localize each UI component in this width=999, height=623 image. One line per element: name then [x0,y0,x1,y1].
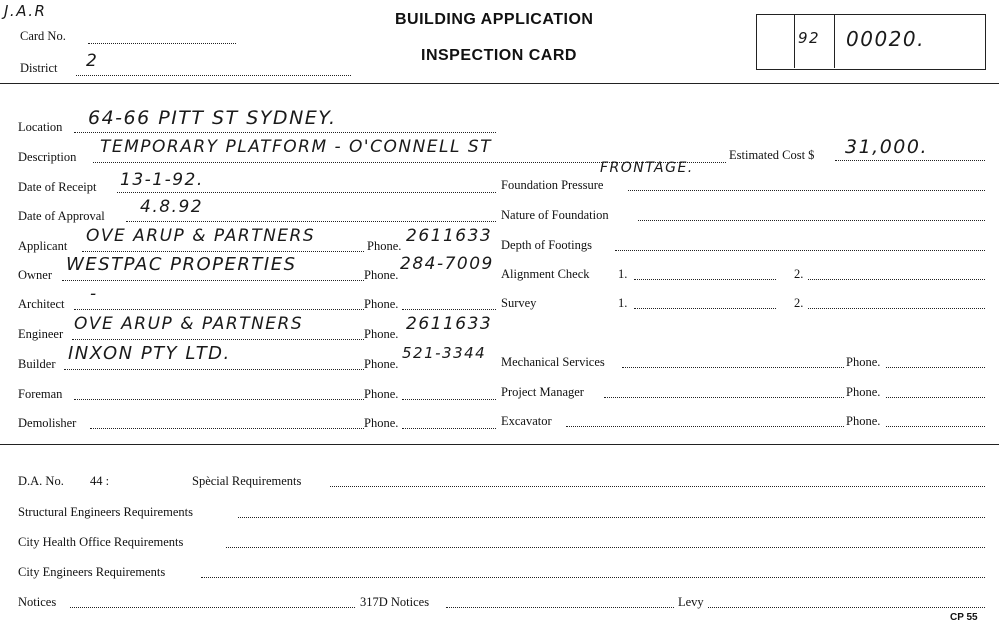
applicant-value: OVE ARUP & PARTNERS [86,226,316,246]
alignment-num-2: 2. [794,267,804,281]
depth-footings-label: Depth of Footings [501,238,592,252]
card-prefix: 92 [798,29,821,47]
project-manager-phone-label: Phone. [846,385,881,399]
middle-rule [0,444,999,445]
owner-label: Owner [18,268,53,282]
foreman-label: Foreman [18,387,63,401]
excavator-line [566,426,844,427]
applicant-label: Applicant [18,239,68,253]
demolisher-label: Demolisher [18,416,77,430]
location-label: Location [18,120,63,134]
survey-num-2: 2. [794,296,804,310]
location-line [74,132,496,133]
engineer-phone-label: Phone. [364,327,399,341]
excavator-label: Excavator [501,414,552,428]
excavator-phone-line [886,426,985,427]
mechanical-services-line [622,367,844,368]
title-line-2: INSPECTION CARD [421,47,577,64]
foundation-pressure-line [628,190,985,191]
foundation-pressure-label: Foundation Pressure [501,178,604,192]
builder-label: Builder [18,357,56,371]
engineer-value: OVE ARUP & PARTNERS [74,314,304,334]
date-approval-line [126,221,496,222]
title-line-1: BUILDING APPLICATION [395,11,594,28]
initials: J.A.R [4,2,47,20]
applicant-phone-label: Phone. [367,239,402,253]
date-approval-value: 4.8.92 [140,197,204,217]
architect-label: Architect [18,297,65,311]
structural-requirements-label: Structural Engineers Requirements [18,505,193,519]
project-manager-label: Project Manager [501,385,584,399]
foreman-phone-label: Phone. [364,387,399,401]
levy-label: Levy [678,595,704,609]
district-line [76,75,351,76]
owner-phone: 284-7009 [400,254,494,274]
architect-phone-line [402,309,496,310]
owner-phone-label: Phone. [364,268,399,282]
description-value-2: FRONTAGE. [600,160,694,176]
levy-line [708,607,985,608]
date-receipt-label: Date of Receipt [18,180,97,194]
city-engineers-requirements-line [201,577,985,578]
engineer-phone: 2611633 [406,314,493,334]
card-no-line [88,43,236,44]
project-manager-line [604,397,844,398]
engineer-label: Engineer [18,327,64,341]
city-engineers-requirements-label: City Engineers Requirements [18,565,166,579]
health-requirements-line [226,547,985,548]
health-requirements-label: City Health Office Requirements [18,535,184,549]
district-value: 2 [86,51,99,71]
alignment-line-1 [634,279,776,280]
alignment-num-1: 1. [618,267,628,281]
mechanical-phone-line [886,367,985,368]
builder-line [64,369,364,370]
survey-line-1 [634,308,776,309]
builder-phone: 521-3344 [402,344,487,362]
form-code: CP 55 [950,612,978,623]
estimated-cost-value: 31,000. [845,136,929,158]
da-no-label: D.A. No. [18,474,64,488]
architect-line [74,309,364,310]
district-label: District [20,61,58,75]
description-label: Description [18,150,77,164]
card-number: 00020. [846,27,925,51]
estimated-cost-label: Estimated Cost $ [729,148,815,162]
demolisher-phone-label: Phone. [364,416,399,430]
applicant-line [82,251,364,252]
mechanical-phone-label: Phone. [846,355,881,369]
notices-317d-line [446,607,674,608]
architect-phone-label: Phone. [364,297,399,311]
alignment-check-label: Alignment Check [501,267,590,281]
description-value: TEMPORARY PLATFORM - O'CONNELL ST [100,137,493,157]
engineer-line [72,339,364,340]
special-requirements-label: Spècial Requirements [192,474,302,488]
survey-line-2 [808,308,985,309]
survey-label: Survey [501,296,537,310]
date-receipt-line [117,192,496,193]
notices-label: Notices [18,595,57,609]
notices-line [70,607,355,608]
header-rule [0,83,999,84]
depth-footings-line [615,250,985,251]
demolisher-line [90,428,364,429]
owner-value: WESTPAC PROPERTIES [66,254,297,275]
mechanical-services-label: Mechanical Services [501,355,605,369]
location-value: 64-66 PITT ST SYDNEY. [88,107,337,129]
builder-value: INXON PTY LTD. [68,343,231,364]
estimated-cost-line [835,160,985,161]
da-no-value: 44 : [90,474,110,488]
survey-num-1: 1. [618,296,628,310]
date-approval-label: Date of Approval [18,209,105,223]
date-receipt-value: 13-1-92. [120,170,204,190]
excavator-phone-label: Phone. [846,414,881,428]
special-requirements-line [330,486,985,487]
builder-phone-label: Phone. [364,357,399,371]
nature-foundation-line [638,220,985,221]
project-manager-phone-line [886,397,985,398]
card-number-divider-1 [756,14,795,68]
demolisher-phone-line [402,428,496,429]
nature-foundation-label: Nature of Foundation [501,208,609,222]
applicant-phone: 2611633 [406,226,493,246]
owner-line [62,280,364,281]
architect-value: - [90,284,98,304]
notices-317d-label: 317D Notices [360,595,430,609]
card-no-label: Card No. [20,29,66,43]
foreman-line [74,399,364,400]
foreman-phone-line [402,399,496,400]
structural-requirements-line [238,517,985,518]
alignment-line-2 [808,279,985,280]
